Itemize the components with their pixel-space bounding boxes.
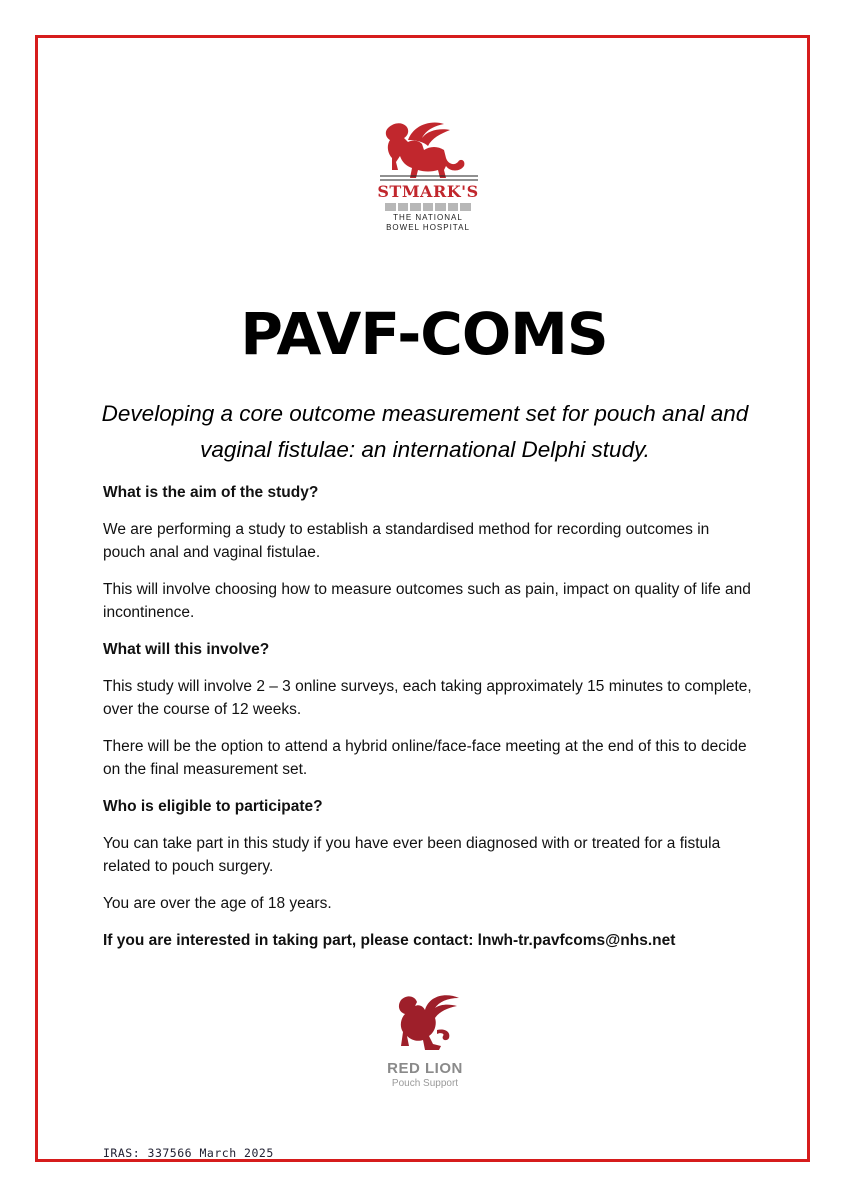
st-marks-bar [385,203,471,211]
red-lion-sub: Pouch Support [391,1078,459,1089]
paragraph-involve-1: This study will involve 2 – 3 online surveys, each taking approximately 15 minutes to complete, over the course of 12 weeks. [103,678,752,718]
st-marks-line1: THE NATIONAL [393,213,463,222]
paragraph-aim-2: This will involve choosing how to measure outcomes such as pain, impact on quality of life and incontinence. [103,581,751,621]
question-aim: What is the aim of the study? [103,484,319,501]
st-marks-line2: BOWEL HOSPITAL [386,223,470,232]
paragraph-eligible-1: You can take part in this study if you have ever been diagnosed with or treated for a fistula related to pouch surgery. [103,835,721,875]
question-eligible: Who is eligible to participate? [103,798,323,815]
red-lion-logo [360,990,490,1091]
paragraph-eligible-2: You are over the age of 18 years. [103,895,332,912]
st-marks-logo [372,120,484,233]
paragraph-involve-2: There will be the option to attend a hybrid online/face-face meeting at the end of this to decide on the final measurement set. [103,738,747,778]
footer-iras: IRAS: 337566 March 2025 [103,1146,274,1160]
body-text [103,481,753,966]
paragraph-aim-1: We are performing a study to establish a standardised method for recording outcomes in pouch anal and vaginal fistulae. [103,521,710,561]
question-involve: What will this involve? [103,641,270,658]
page-title: PAVF-COMS [240,300,608,368]
st-marks-name: STMARK'S [377,182,479,201]
contact-line[interactable]: If you are interested in taking part, please contact: lnwh-tr.pavfcoms@nhs.net [103,932,676,949]
red-lion-name: RED LION [387,1060,463,1077]
page-subtitle: Developing a core outcome measurement set for pouch anal and vaginal fistulae: an international Delphi study. [101,401,749,462]
winged-lion-icon [374,120,482,182]
griffin-icon [385,990,465,1052]
